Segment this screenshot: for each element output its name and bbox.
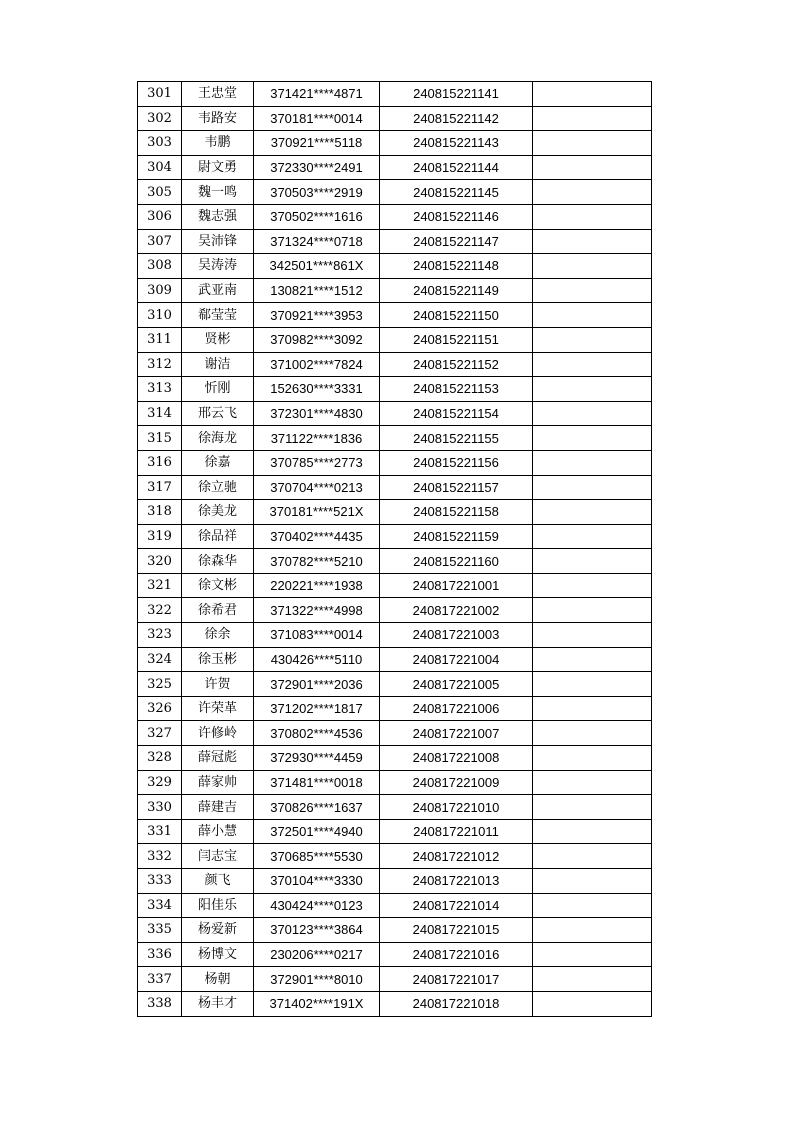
exam-number-cell: 240817221001 bbox=[380, 573, 533, 598]
name-cell: 薛家帅 bbox=[182, 770, 254, 795]
remark-cell bbox=[533, 721, 652, 746]
remark-cell bbox=[533, 672, 652, 697]
serial-number-cell: 313 bbox=[138, 377, 182, 402]
exam-number-cell: 240817221016 bbox=[380, 942, 533, 967]
table-row bbox=[138, 155, 652, 180]
id-number-cell: 372930****4459 bbox=[254, 746, 380, 771]
name-cell: 徐美龙 bbox=[182, 500, 254, 525]
table-row bbox=[138, 967, 652, 992]
serial-number-cell: 308 bbox=[138, 254, 182, 279]
id-number-cell: 430424****0123 bbox=[254, 893, 380, 918]
name-cell: 许贺 bbox=[182, 672, 254, 697]
id-number-cell: 371481****0018 bbox=[254, 770, 380, 795]
table-row bbox=[138, 352, 652, 377]
id-number-cell: 370503****2919 bbox=[254, 180, 380, 205]
serial-number-cell: 310 bbox=[138, 303, 182, 328]
exam-number-cell: 240815221144 bbox=[380, 155, 533, 180]
table-row bbox=[138, 475, 652, 500]
exam-number-cell: 240815221156 bbox=[380, 450, 533, 475]
exam-number-cell: 240817221006 bbox=[380, 696, 533, 721]
id-number-cell: 370402****4435 bbox=[254, 524, 380, 549]
remark-cell bbox=[533, 844, 652, 869]
serial-number-cell: 306 bbox=[138, 204, 182, 229]
id-number-cell: 370982****3092 bbox=[254, 327, 380, 352]
serial-number-cell: 320 bbox=[138, 549, 182, 574]
remark-cell bbox=[533, 229, 652, 254]
remark-cell bbox=[533, 500, 652, 525]
remark-cell bbox=[533, 254, 652, 279]
id-number-cell: 372330****2491 bbox=[254, 155, 380, 180]
remark-cell bbox=[533, 426, 652, 451]
id-number-cell: 372901****2036 bbox=[254, 672, 380, 697]
remark-cell bbox=[533, 327, 652, 352]
table-row bbox=[138, 204, 652, 229]
remark-cell bbox=[533, 303, 652, 328]
remark-cell bbox=[533, 623, 652, 648]
remark-cell bbox=[533, 893, 652, 918]
name-cell: 韦鹏 bbox=[182, 131, 254, 156]
name-cell: 忻刚 bbox=[182, 377, 254, 402]
table-row bbox=[138, 721, 652, 746]
table-row bbox=[138, 229, 652, 254]
name-cell: 谢洁 bbox=[182, 352, 254, 377]
remark-cell bbox=[533, 155, 652, 180]
id-number-cell: 230206****0217 bbox=[254, 942, 380, 967]
exam-number-cell: 240815221148 bbox=[380, 254, 533, 279]
table-row bbox=[138, 844, 652, 869]
id-number-cell: 370704****0213 bbox=[254, 475, 380, 500]
name-cell: 徐希君 bbox=[182, 598, 254, 623]
serial-number-cell: 337 bbox=[138, 967, 182, 992]
exam-number-cell: 240815221155 bbox=[380, 426, 533, 451]
exam-number-cell: 240817221007 bbox=[380, 721, 533, 746]
name-cell: 韦路安 bbox=[182, 106, 254, 131]
serial-number-cell: 303 bbox=[138, 131, 182, 156]
remark-cell bbox=[533, 795, 652, 820]
name-cell: 贤彬 bbox=[182, 327, 254, 352]
id-number-cell: 152630****3331 bbox=[254, 377, 380, 402]
exam-number-cell: 240815221158 bbox=[380, 500, 533, 525]
serial-number-cell: 302 bbox=[138, 106, 182, 131]
id-number-cell: 370104****3330 bbox=[254, 869, 380, 894]
remark-cell bbox=[533, 278, 652, 303]
name-cell: 吴沛锋 bbox=[182, 229, 254, 254]
table-row bbox=[138, 647, 652, 672]
name-cell: 徐嘉 bbox=[182, 450, 254, 475]
serial-number-cell: 330 bbox=[138, 795, 182, 820]
serial-number-cell: 336 bbox=[138, 942, 182, 967]
remark-cell bbox=[533, 746, 652, 771]
serial-number-cell: 315 bbox=[138, 426, 182, 451]
serial-number-cell: 331 bbox=[138, 819, 182, 844]
serial-number-cell: 305 bbox=[138, 180, 182, 205]
serial-number-cell: 324 bbox=[138, 647, 182, 672]
serial-number-cell: 325 bbox=[138, 672, 182, 697]
serial-number-cell: 338 bbox=[138, 991, 182, 1016]
name-cell: 魏志强 bbox=[182, 204, 254, 229]
table-row bbox=[138, 106, 652, 131]
serial-number-cell: 304 bbox=[138, 155, 182, 180]
serial-number-cell: 309 bbox=[138, 278, 182, 303]
serial-number-cell: 301 bbox=[138, 82, 182, 107]
serial-number-cell: 316 bbox=[138, 450, 182, 475]
serial-number-cell: 318 bbox=[138, 500, 182, 525]
exam-number-cell: 240817221002 bbox=[380, 598, 533, 623]
id-number-cell: 370921****3953 bbox=[254, 303, 380, 328]
remark-cell bbox=[533, 770, 652, 795]
name-cell: 薛建吉 bbox=[182, 795, 254, 820]
exam-number-cell: 240817221011 bbox=[380, 819, 533, 844]
serial-number-cell: 335 bbox=[138, 918, 182, 943]
exam-number-cell: 240815221149 bbox=[380, 278, 533, 303]
roster-table bbox=[137, 81, 652, 1017]
table-row bbox=[138, 918, 652, 943]
table-row bbox=[138, 991, 652, 1016]
id-number-cell: 372301****4830 bbox=[254, 401, 380, 426]
table-row bbox=[138, 795, 652, 820]
id-number-cell: 372501****4940 bbox=[254, 819, 380, 844]
serial-number-cell: 319 bbox=[138, 524, 182, 549]
exam-number-cell: 240815221145 bbox=[380, 180, 533, 205]
remark-cell bbox=[533, 991, 652, 1016]
remark-cell bbox=[533, 573, 652, 598]
name-cell: 杨博文 bbox=[182, 942, 254, 967]
name-cell: 郗莹莹 bbox=[182, 303, 254, 328]
exam-number-cell: 240815221152 bbox=[380, 352, 533, 377]
exam-number-cell: 240817221009 bbox=[380, 770, 533, 795]
name-cell: 徐海龙 bbox=[182, 426, 254, 451]
table-row bbox=[138, 942, 652, 967]
remark-cell bbox=[533, 82, 652, 107]
id-number-cell: 370802****4536 bbox=[254, 721, 380, 746]
name-cell: 王忠堂 bbox=[182, 82, 254, 107]
table-row bbox=[138, 303, 652, 328]
exam-number-cell: 240817221005 bbox=[380, 672, 533, 697]
id-number-cell: 371324****0718 bbox=[254, 229, 380, 254]
serial-number-cell: 311 bbox=[138, 327, 182, 352]
remark-cell bbox=[533, 549, 652, 574]
table-row bbox=[138, 180, 652, 205]
id-number-cell: 430426****5110 bbox=[254, 647, 380, 672]
table-row bbox=[138, 696, 652, 721]
name-cell: 徐余 bbox=[182, 623, 254, 648]
id-number-cell: 370782****5210 bbox=[254, 549, 380, 574]
remark-cell bbox=[533, 106, 652, 131]
name-cell: 许修岭 bbox=[182, 721, 254, 746]
serial-number-cell: 327 bbox=[138, 721, 182, 746]
id-number-cell: 370181****0014 bbox=[254, 106, 380, 131]
name-cell: 魏一鸣 bbox=[182, 180, 254, 205]
serial-number-cell: 317 bbox=[138, 475, 182, 500]
table-row bbox=[138, 869, 652, 894]
exam-number-cell: 240815221142 bbox=[380, 106, 533, 131]
table-row bbox=[138, 770, 652, 795]
exam-number-cell: 240815221141 bbox=[380, 82, 533, 107]
table-row bbox=[138, 327, 652, 352]
id-number-cell: 371402****191X bbox=[254, 991, 380, 1016]
exam-number-cell: 240815221154 bbox=[380, 401, 533, 426]
table-row bbox=[138, 573, 652, 598]
remark-cell bbox=[533, 598, 652, 623]
table-row bbox=[138, 426, 652, 451]
exam-number-cell: 240817221004 bbox=[380, 647, 533, 672]
exam-number-cell: 240815221143 bbox=[380, 131, 533, 156]
serial-number-cell: 307 bbox=[138, 229, 182, 254]
remark-cell bbox=[533, 918, 652, 943]
id-number-cell: 370785****2773 bbox=[254, 450, 380, 475]
serial-number-cell: 328 bbox=[138, 746, 182, 771]
exam-number-cell: 240815221157 bbox=[380, 475, 533, 500]
name-cell: 杨爱新 bbox=[182, 918, 254, 943]
name-cell: 徐立驰 bbox=[182, 475, 254, 500]
exam-number-cell: 240817221018 bbox=[380, 991, 533, 1016]
remark-cell bbox=[533, 524, 652, 549]
name-cell: 尉文勇 bbox=[182, 155, 254, 180]
id-number-cell: 371002****7824 bbox=[254, 352, 380, 377]
name-cell: 颜飞 bbox=[182, 869, 254, 894]
name-cell: 武亚南 bbox=[182, 278, 254, 303]
table-row bbox=[138, 746, 652, 771]
serial-number-cell: 329 bbox=[138, 770, 182, 795]
id-number-cell: 370181****521X bbox=[254, 500, 380, 525]
remark-cell bbox=[533, 475, 652, 500]
remark-cell bbox=[533, 942, 652, 967]
exam-number-cell: 240815221147 bbox=[380, 229, 533, 254]
name-cell: 许荣革 bbox=[182, 696, 254, 721]
table-row bbox=[138, 893, 652, 918]
exam-number-cell: 240817221017 bbox=[380, 967, 533, 992]
name-cell: 徐玉彬 bbox=[182, 647, 254, 672]
name-cell: 邢云飞 bbox=[182, 401, 254, 426]
table-row bbox=[138, 819, 652, 844]
id-number-cell: 220221****1938 bbox=[254, 573, 380, 598]
id-number-cell: 342501****861X bbox=[254, 254, 380, 279]
serial-number-cell: 323 bbox=[138, 623, 182, 648]
id-number-cell: 370123****3864 bbox=[254, 918, 380, 943]
remark-cell bbox=[533, 967, 652, 992]
exam-number-cell: 240817221015 bbox=[380, 918, 533, 943]
id-number-cell: 371083****0014 bbox=[254, 623, 380, 648]
remark-cell bbox=[533, 869, 652, 894]
id-number-cell: 370921****5118 bbox=[254, 131, 380, 156]
table-row bbox=[138, 500, 652, 525]
remark-cell bbox=[533, 204, 652, 229]
id-number-cell: 370502****1616 bbox=[254, 204, 380, 229]
name-cell: 吴涛涛 bbox=[182, 254, 254, 279]
exam-number-cell: 240815221153 bbox=[380, 377, 533, 402]
name-cell: 薛小慧 bbox=[182, 819, 254, 844]
name-cell: 闫志宝 bbox=[182, 844, 254, 869]
table-row bbox=[138, 549, 652, 574]
table-row bbox=[138, 623, 652, 648]
table-row bbox=[138, 377, 652, 402]
name-cell: 徐品祥 bbox=[182, 524, 254, 549]
remark-cell bbox=[533, 180, 652, 205]
table-row bbox=[138, 598, 652, 623]
id-number-cell: 370685****5530 bbox=[254, 844, 380, 869]
serial-number-cell: 332 bbox=[138, 844, 182, 869]
serial-number-cell: 326 bbox=[138, 696, 182, 721]
name-cell: 徐森华 bbox=[182, 549, 254, 574]
name-cell: 徐文彬 bbox=[182, 573, 254, 598]
serial-number-cell: 334 bbox=[138, 893, 182, 918]
exam-number-cell: 240817221012 bbox=[380, 844, 533, 869]
exam-number-cell: 240815221159 bbox=[380, 524, 533, 549]
remark-cell bbox=[533, 401, 652, 426]
table-row bbox=[138, 524, 652, 549]
id-number-cell: 371122****1836 bbox=[254, 426, 380, 451]
serial-number-cell: 333 bbox=[138, 869, 182, 894]
remark-cell bbox=[533, 696, 652, 721]
table-row bbox=[138, 82, 652, 107]
table-row bbox=[138, 401, 652, 426]
name-cell: 薛冠彪 bbox=[182, 746, 254, 771]
exam-number-cell: 240817221013 bbox=[380, 869, 533, 894]
table-row bbox=[138, 254, 652, 279]
exam-number-cell: 240815221146 bbox=[380, 204, 533, 229]
table-row bbox=[138, 131, 652, 156]
remark-cell bbox=[533, 377, 652, 402]
serial-number-cell: 322 bbox=[138, 598, 182, 623]
name-cell: 杨朝 bbox=[182, 967, 254, 992]
exam-number-cell: 240817221010 bbox=[380, 795, 533, 820]
roster-table-body bbox=[138, 82, 652, 1017]
exam-number-cell: 240815221150 bbox=[380, 303, 533, 328]
remark-cell bbox=[533, 819, 652, 844]
id-number-cell: 371421****4871 bbox=[254, 82, 380, 107]
remark-cell bbox=[533, 647, 652, 672]
exam-number-cell: 240815221151 bbox=[380, 327, 533, 352]
remark-cell bbox=[533, 131, 652, 156]
serial-number-cell: 314 bbox=[138, 401, 182, 426]
exam-number-cell: 240815221160 bbox=[380, 549, 533, 574]
name-cell: 杨丰才 bbox=[182, 991, 254, 1016]
id-number-cell: 371322****4998 bbox=[254, 598, 380, 623]
exam-number-cell: 240817221014 bbox=[380, 893, 533, 918]
exam-number-cell: 240817221003 bbox=[380, 623, 533, 648]
id-number-cell: 371202****1817 bbox=[254, 696, 380, 721]
id-number-cell: 130821****1512 bbox=[254, 278, 380, 303]
exam-number-cell: 240817221008 bbox=[380, 746, 533, 771]
serial-number-cell: 321 bbox=[138, 573, 182, 598]
table-row bbox=[138, 278, 652, 303]
table-row bbox=[138, 450, 652, 475]
table-row bbox=[138, 672, 652, 697]
id-number-cell: 370826****1637 bbox=[254, 795, 380, 820]
remark-cell bbox=[533, 352, 652, 377]
remark-cell bbox=[533, 450, 652, 475]
serial-number-cell: 312 bbox=[138, 352, 182, 377]
name-cell: 阳佳乐 bbox=[182, 893, 254, 918]
id-number-cell: 372901****8010 bbox=[254, 967, 380, 992]
